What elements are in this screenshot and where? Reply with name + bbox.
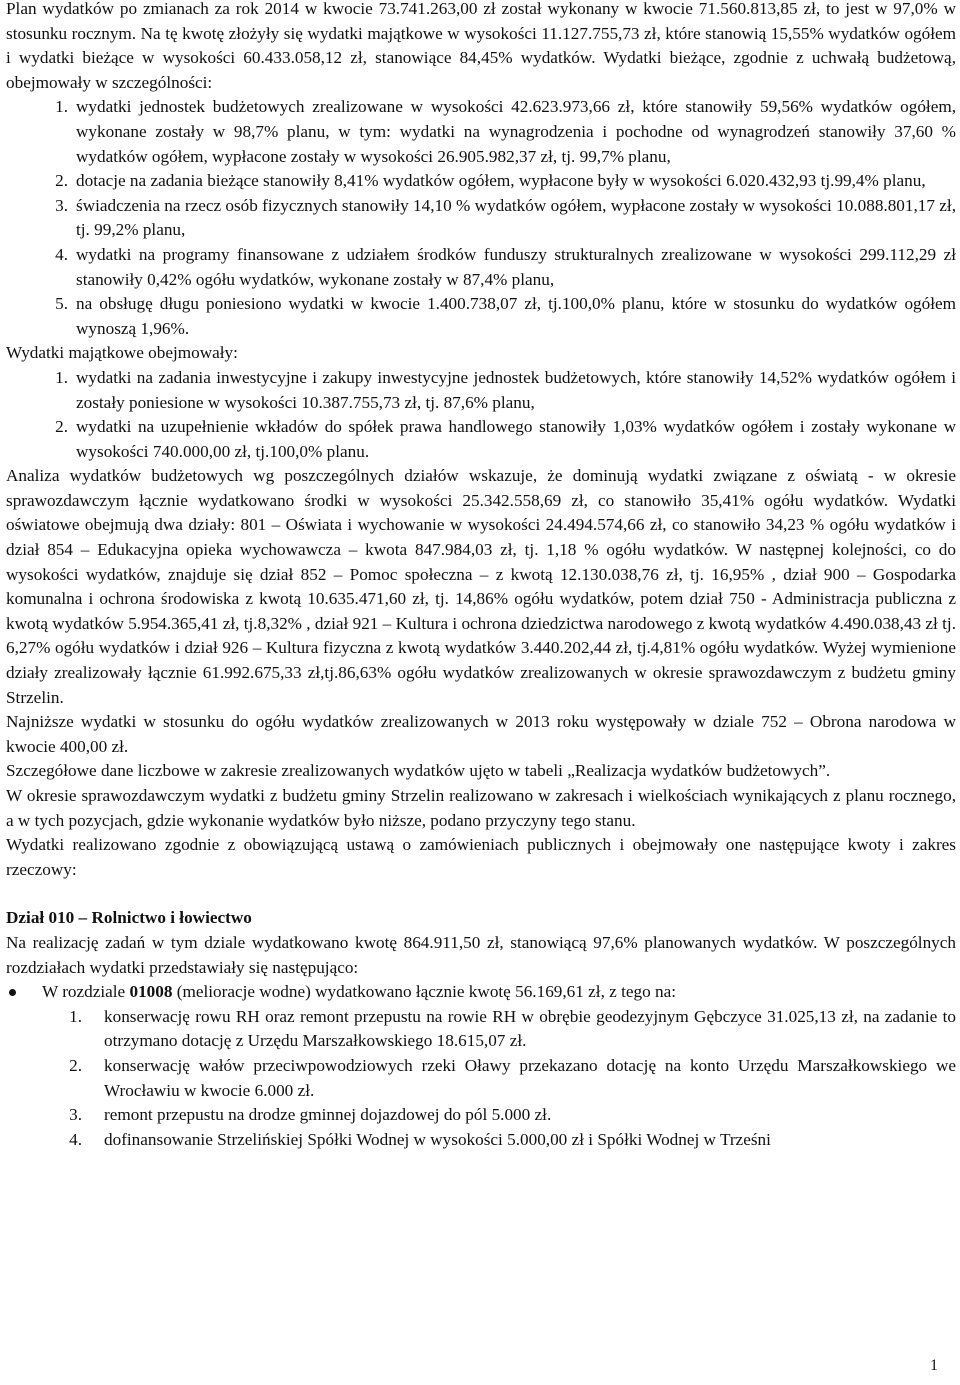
list-item-number: 1 . [6, 95, 68, 120]
lowest-expenses-paragraph: Najniższe wydatki w stosunku do ogółu wydatków zrealizowanych w 2013 roku występowały w dziale 752 – Obrona narodowa w kwocie 400,00 zł. [6, 712, 956, 756]
list-item-text: wydatki na uzupełnienie wkładów do spółek prawa handlowego stanowiły 1,03% wydatków ogółem i zostały wykonane w wysokości 740.000,00 zł, tj.100,0% planu. [76, 417, 956, 461]
list-item [6, 194, 956, 243]
chapter-items-list [6, 1005, 956, 1153]
capital-expenses-list [6, 366, 956, 464]
list-item [6, 1005, 956, 1054]
list-item-text: dotacje na zadania bieżące stanowiły 8,41% wydatków ogółem, wypłacone były w wysokości 6.020.432,93 tj.99,4% planu, [76, 171, 926, 191]
list-item [6, 1128, 956, 1153]
list-item [6, 243, 956, 292]
list-item-text: remont przepustu na drodze gminnej dojazdowej do pól 5.000 zł. [104, 1105, 552, 1125]
list-item-number: 2 . [6, 1054, 82, 1079]
procurement-paragraph: Wydatki realizowano zgodnie z obowiązującą ustawą o zamówieniach publicznych i obejmowały one następujące kwoty i zakres rzeczowy: [6, 835, 956, 879]
list-item-text: świadczenia na rzecz osób fizycznych stanowiły 14,10 % wydatków ogółem, wypłacone zostały w wysokości 10.088.801,17 zł, tj. 99,2% planu, [76, 195, 956, 240]
list-item-number: 2 . [6, 415, 68, 440]
list-item-number: 1 . [6, 1005, 82, 1030]
list-item-number: 4 . [6, 243, 68, 268]
bullet-icon [9, 989, 16, 996]
page-number: 1 [930, 1357, 938, 1375]
list-item [6, 366, 956, 415]
list-item-number: 5 . [6, 292, 68, 317]
document-page [6, 0, 956, 1152]
list-item [6, 292, 956, 341]
section-heading: Dział 010 – Rolnictwo i łowiectwo [6, 908, 252, 928]
list-item-number: 1 . [6, 366, 68, 391]
list-item [6, 169, 956, 194]
list-item-number: 3 . [6, 1103, 82, 1128]
list-item-number: 4 . [6, 1128, 82, 1153]
list-item [6, 1103, 956, 1128]
list-item-text: wydatki na zadania inwestycyjne i zakupy inwestycyjne jednostek budżetowych, które stanowiły 14,52% wydatków ogółem i zostały poniesione w wysokości 10.387.755,73 zł, tj. 87,6% planu, [76, 367, 956, 412]
section-intro-paragraph: Na realizację zadań w tym dziale wydatkowano kwotę 864.911,50 zł, stanowiącą 97,6% planowanych wydatków. W poszczególnych rozdziałach wydatki przedstawiały się następująco: [6, 932, 956, 977]
bullet-suffix: (melioracje wodne) wydatkowano łącznie kwotę 56.169,61 zł, z tego na: [172, 982, 676, 1002]
list-item-text: konserwację rowu RH oraz remont przepustu na rowie RH w obrębie geodezyjnym Gębczyce 31.025,13 zł, na zadanie to otrzymano dotację z Urzędu Marszałkowskiego 18.615,07 zł. [104, 1006, 956, 1051]
list-item [6, 1054, 956, 1103]
bullet-item [6, 980, 956, 1005]
intro-paragraph: Plan wydatków po zmianach za rok 2014 w kwocie 73.741.263,00 zł został wykonany w kwocie 71.560.813,85 zł, to jest w 97,0% w stosunku rocznym. Na tę kwotę złożyły się wydatki majątkowe w wysokości 11.127.755,73 zł, które stanowią 15,55% wydatków ogółem i wydatki bieżące w wysokości 60.433.058,12 zł, stanowiące 84,45% wydatków. Wydatki bieżące, zgodnie z uchwałą budżetową, obejmowały w szczególności: [6, 0, 956, 92]
execution-paragraph: W okresie sprawozdawczym wydatki z budżetu gminy Strzelin realizowano w zakresach i wielkościach wynikających z planu rocznego, a w tych pozycjach, gdzie wykonanie wydatków było niższe, podano przyczyny tego stanu. [6, 786, 956, 830]
list-item-number: 2 . [6, 169, 68, 194]
list-item-number: 3 . [6, 194, 68, 219]
chapter-code: 01008 [129, 982, 173, 1002]
list-item-text: dofinansowanie Strzelińskiej Spółki Wodnej w wysokości 5.000,00 zł i Spółki Wodnej w Trześni [104, 1129, 771, 1149]
list-item-text: konserwację wałów przeciwpowodziowych rzeki Oławy przekazano dotację na konto Urzędu Marszałkowskiego we Wrocławiu w kwocie 6.000 zł. [104, 1055, 956, 1100]
list-item-text: na obsługę długu poniesiono wydatki w kwocie 1.400.738,07 zł, tj.100,0% planu, które w stosunku do wydatków ogółem wynoszą 1,96%. [76, 294, 956, 338]
bullet-prefix: W rozdziale [42, 982, 130, 1002]
list-item [6, 95, 956, 169]
table-reference-paragraph: Szczegółowe dane liczbowe w zakresie zrealizowanych wydatków ujęto w tabeli „Realizacja wydatków budżetowych”. [6, 761, 831, 781]
list-item [6, 415, 956, 464]
list-item-text: wydatki jednostek budżetowych zrealizowane w wysokości 42.623.973,66 zł, które stanowiły 59,56% wydatków ogółem, wykonane zostały w 98,7% planu, w tym: wydatki na wynagrodzenia i pochodne od wynagrodzeń stanowiły 37,60 % wydatków ogółem, wypłacone zostały w wysokości 26.905.982,37 zł, tj. 99,7% planu, [76, 97, 956, 166]
list-item-text: wydatki na programy finansowane z udziałem środków funduszy strukturalnych zrealizowane w wysokości 299.112,29 zł stanowiły 0,42% ogółu wydatków, wykonane zostały w 87,4% planu, [76, 244, 956, 289]
current-expenses-list [6, 95, 956, 341]
analysis-paragraph: Analiza wydatków budżetowych wg poszczególnych działów wskazuje, że dominują wydatki związane z oświatą - w okresie sprawozdawczym łącznie wydatkowano środki w wysokości 25.342.558,69 zł, co stanowiło 35,41% ogółu wydatków. Wydatki oświatowe obejmują dwa działy: 801 – Oświata i wychowanie w wysokości 24.494.574,66 zł, co stanowiło 34,23 % ogółu wydatków i dział 854 – Edukacyjna opieka wychowawcza – kwota 847.984,03 zł, tj. 1,18 % ogółu wydatków. W następnej kolejności, co do wysokości wydatków, znajduje się dział 852 – Pomoc społeczna – z kwotą 12.130.038,76 zł, tj. 16,95% , dział 900 – Gospodarka komunalna i ochrona środowiska z kwotą 10.635.471,60 zł, tj. 14,86% ogółu wydatków, potem dział 750 - Administracja publiczna z kwotą wydatków 5.954.365,41 zł, tj.8,32% , dział 921 – Kultura i ochrona dziedzictwa narodowego z kwotą wydatków 4.490.038,43 zł tj. 6,27% ogółu wydatków i dział 926 – Kultura fizyczna z kwotą wydatków 3.440.202,44 zł, tj.4,81% ogółu wydatków. Wyżej wymienione działy zrealizowały łącznie 61.992.675,33 zł,tj.86,63% ogółu wydatków zrealizowanych w okresie sprawozdawczym z budżetu gminy Strzelin. [6, 466, 956, 707]
capital-expenses-heading: Wydatki majątkowe obejmowały: [6, 343, 238, 363]
